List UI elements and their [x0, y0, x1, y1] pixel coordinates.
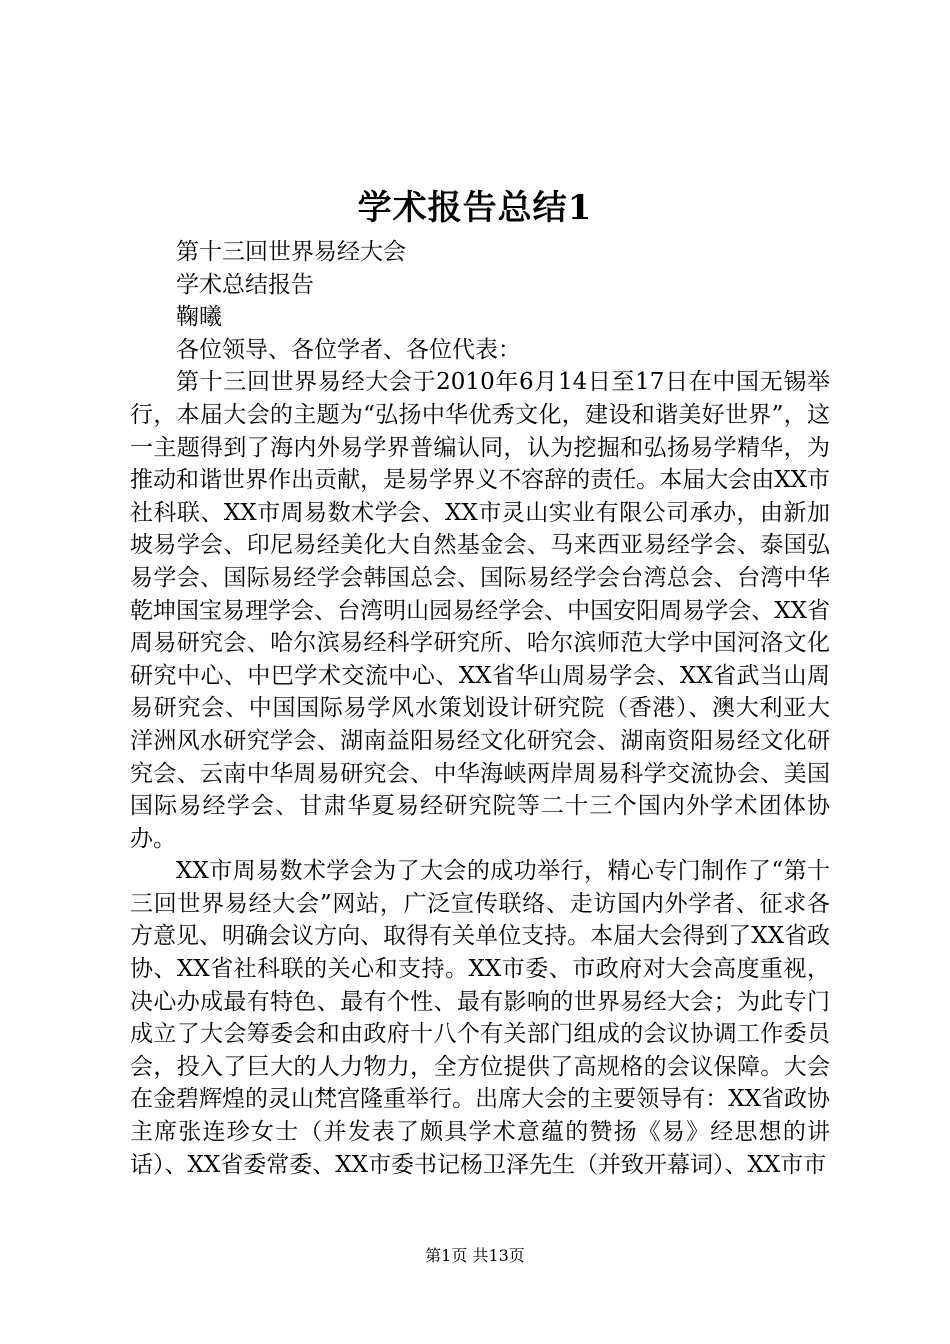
conference-name-line: 第十三回世界易经大会 [176, 239, 406, 265]
page-footer: 第1页 共13页 [425, 1246, 525, 1265]
body-paragraph-2: XX市周易数术学会为了大会的成功举行，精心专门制作了“第十三回世界易经大会”网站，广泛宣传联络、走访国内外学者、征求各方意见、明确会议方向、取得有关单位支持。本届大会得到了XX省政协、XX省社科联的关心和支持。XX市委、市政府对大会高度重视，决心办成最有特色、最有个性、最有影响的世界易经大会；为此专门成立了大会筹委会和由政府十八个有关部门组成的会议协调工作委员会，投入了巨大的人力物力，全方位提供了高规格的会议保障。大会在金碧辉煌的灵山梵宫隆重举行。出席大会的主要领导有：XX省政协主席张连珍女士（并发表了颇具学术意蕴的赞扬《易》经思想的讲话）、XX省委常委、XX市委书记杨卫泽先生（并致开幕词）、XX市市 [130, 858, 830, 1178]
author-line: 鞠曦 [176, 304, 222, 331]
salutation-line: 各位领导、各位学者、各位代表： [176, 336, 521, 363]
report-type-line: 学术总结报告 [176, 271, 314, 298]
document-body [130, 236, 830, 1181]
body-paragraph-1: 第十三回世界易经大会于2010年6月14日至17日在中国无锡举行，本届大会的主题为“弘扬中华优秀文化，建设和谐美好世界”，这一主题得到了海内外易学界普编认同，认为挖掘和弘扬易学精华，为推动和谐世界作出贡献，是易学界义不容辞的责任。本届大会由XX市社科联、XX市周易数术学会、XX市灵山实业有限公司承办，由新加坡易学会、印尼易经美化大自然基金会、马来西亚易经学会、泰国弘易学会、国际易经学会韩国总会、国际易经学会台湾总会、台湾中华乾坤国宝易理学会、台湾明山园易经学会、中国安阳周易学会、XX省周易研究会、哈尔滨易经科学研究所、哈尔滨师范大学中国河洛文化研究中心、中巴学术交流中心、XX省华山周易学会、XX省武当山周易研究会、中国国际易学风水策划设计研究院（香港）、澳大利亚大洋洲风水研究学会、湖南益阳易经文化研究会、湖南资阳易经文化研究会、云南中华周易研究会、中华海峡两岸周易科学交流协会、美国国际易经学会、甘肃华夏易经研究院等二十三个国内外学术团体协办。 [130, 369, 830, 852]
document-title: 学术报告总结1 [357, 188, 593, 228]
